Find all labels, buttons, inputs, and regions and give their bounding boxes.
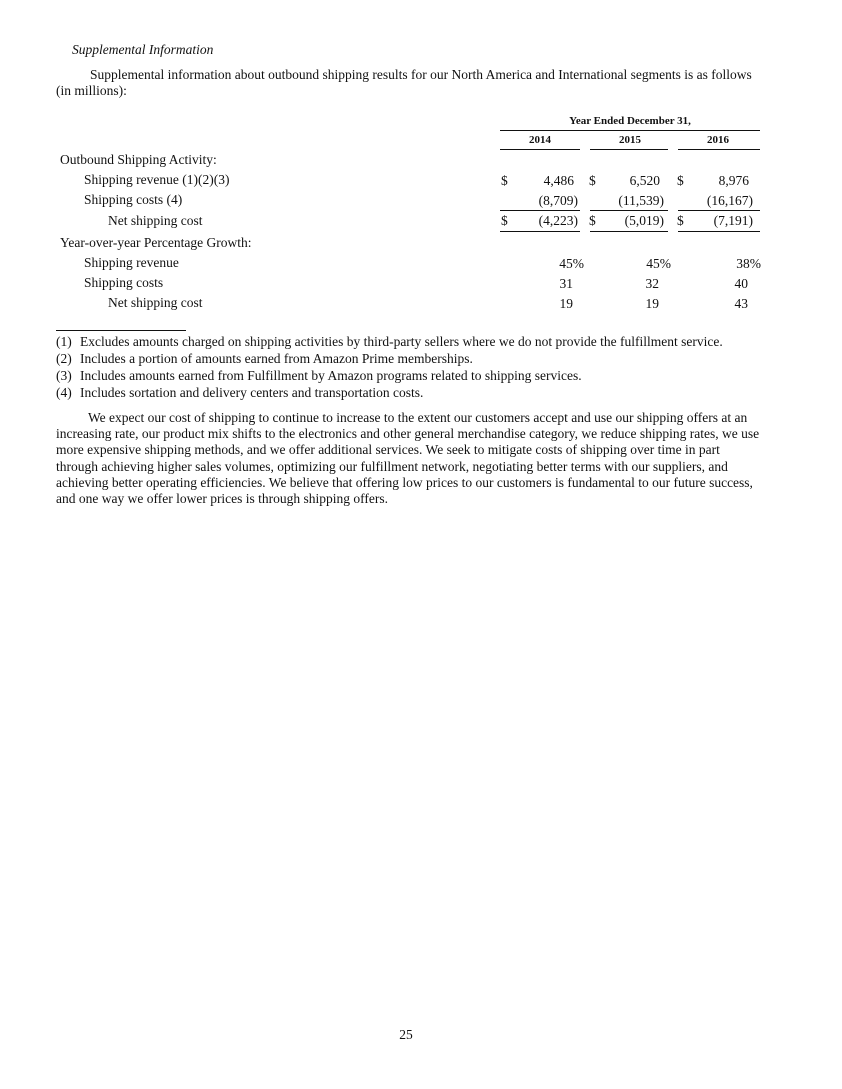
- year-rule-2015: [590, 149, 668, 150]
- footnote-number: (1): [56, 334, 72, 349]
- footnote-text: Includes a portion of amounts earned from Amazon Prime memberships.: [80, 351, 473, 366]
- cell-value: 40: [734, 276, 748, 291]
- cell-value: (7,191): [713, 213, 753, 228]
- cell-value: 43: [734, 296, 748, 311]
- dollar-sign: $: [501, 173, 508, 188]
- footnote-text: Includes sortation and delivery centers and transportation costs.: [80, 385, 424, 400]
- year-header-2016: 2016: [707, 134, 729, 146]
- header-rule: [500, 130, 760, 131]
- row-label-shipping-revenue-growth: Shipping revenue: [84, 255, 179, 270]
- footnote: [56, 333, 723, 350]
- period-header: Year Ended December 31,: [569, 115, 691, 127]
- year-header-2015: 2015: [619, 134, 641, 146]
- cell-value: 6,520: [629, 173, 660, 188]
- year-rule-2016: [678, 149, 760, 150]
- row-label-shipping-costs-growth: Shipping costs: [84, 275, 164, 290]
- group-label-shipping-activity: Outbound Shipping Activity:: [60, 152, 217, 167]
- year-rule-2014: [500, 149, 580, 150]
- group-label-percentage-growth: Year-over-year Percentage Growth:: [60, 235, 252, 250]
- dollar-sign: $: [677, 213, 684, 228]
- cell-value: 45%: [646, 256, 671, 271]
- cell-value: (8,709): [538, 193, 578, 208]
- cell-value: 38%: [736, 256, 761, 271]
- dollar-sign: $: [677, 173, 684, 188]
- cell-value: 4,486: [543, 173, 574, 188]
- footnote-number: (3): [56, 368, 72, 383]
- shipping-table: [0, 0, 842, 330]
- row-label-net-shipping-cost: Net shipping cost: [108, 213, 203, 228]
- cell-value: 32: [645, 276, 659, 291]
- cell-value: 8,976: [718, 173, 749, 188]
- footnote-number: (4): [56, 385, 72, 400]
- section-title: Supplemental Information: [72, 42, 214, 57]
- cell-value: 31: [559, 276, 573, 291]
- footnote-separator: [56, 330, 186, 331]
- footnotes: [56, 333, 723, 401]
- cell-value: (4,223): [538, 213, 578, 228]
- closing-paragraph: We expect our cost of shipping to continue to increase to the extent our customers accept and use our shipping offers at an increasing rate, our product mix shifts to the electronics and other general merchandise category, we reduce shipping rates, we use more expensive shipping methods, and we offer additional services. We seek to mitigate costs of shipping over time in part through achieving higher sales volumes, optimizing our fulfillment network, negotiating better terms with our suppliers, and achieving better operating efficiencies. We believe that offering low prices to our customers is fundamental to our future success, and one way we offer lower prices is through shipping offers.: [56, 410, 760, 507]
- intro-paragraph: Supplemental information about outbound shipping results for our North America and International segments is as follows (in millions):: [56, 67, 752, 98]
- cell-value: (5,019): [624, 213, 664, 228]
- cell-value: (16,167): [706, 193, 753, 208]
- cell-value: 19: [559, 296, 573, 311]
- year-header-2014: 2014: [529, 134, 551, 146]
- total-rule: [678, 231, 760, 232]
- cell-value: 19: [645, 296, 659, 311]
- footnote: [56, 384, 723, 401]
- row-label-shipping-revenue: Shipping revenue (1)(2)(3): [84, 172, 230, 187]
- cell-value: 45%: [559, 256, 584, 271]
- footnote-text: Includes amounts earned from Fulfillment by Amazon programs related to shipping services.: [80, 368, 582, 383]
- footnote: [56, 350, 723, 367]
- subtotal-rule: [500, 210, 580, 211]
- cell-value: (11,539): [618, 193, 664, 208]
- subtotal-rule: [678, 210, 760, 211]
- total-rule: [590, 231, 668, 232]
- row-label-shipping-costs: Shipping costs (4): [84, 192, 183, 207]
- dollar-sign: $: [589, 213, 596, 228]
- dollar-sign: $: [501, 213, 508, 228]
- subtotal-rule: [590, 210, 668, 211]
- page-number: 25: [399, 1027, 413, 1042]
- footnote-text: Excludes amounts charged on shipping activities by third-party sellers where we do not provide the fulfillment service.: [80, 334, 723, 349]
- footnote-number: (2): [56, 351, 72, 366]
- footnote: [56, 367, 723, 384]
- total-rule: [500, 231, 580, 232]
- row-label-net-shipping-cost-growth: Net shipping cost: [108, 295, 203, 310]
- dollar-sign: $: [589, 173, 596, 188]
